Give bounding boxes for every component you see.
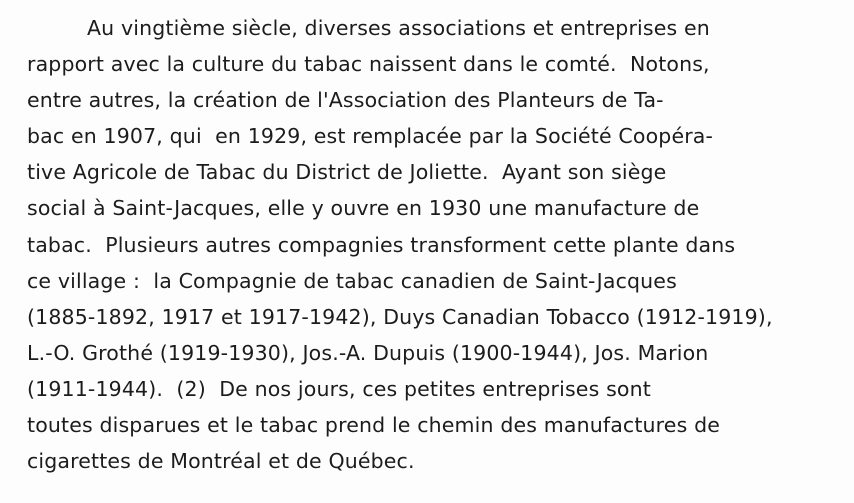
text-line: social à Saint-Jacques, elle y ouvre en 1930 une manufacture de <box>27 196 700 221</box>
text-line: (1911-1944). (2) De nos jours, ces petites entreprises sont <box>27 376 651 401</box>
text-line: (1885-1892, 1917 et 1917-1942), Duys Canadian Tobacco (1912-1919), <box>27 304 773 329</box>
text-line: Au vingtième siècle, diverses associations et entreprises en <box>87 16 710 40</box>
text-line: ce village : la Compagnie de tabac canadien de Saint-Jacques <box>27 268 677 293</box>
text-line: tive Agricole de Tabac du District de Joliette. Ayant son siège <box>27 160 667 185</box>
text-line: tabac. Plusieurs autres compagnies transforment cette plante dans <box>27 232 736 257</box>
text-line: cigarettes de Montréal et de Québec. <box>27 449 415 474</box>
text-line: bac en 1907, qui en 1929, est remplacée par la Société Coopéra- <box>27 124 714 149</box>
paragraph <box>27 10 847 479</box>
text-line: toutes disparues et le tabac prend le chemin des manufactures de <box>27 413 720 438</box>
text-line: rapport avec la culture du tabac naissent dans le comté. Notons, <box>27 52 710 77</box>
text-line: entre autres, la création de l'Association des Planteurs de Ta- <box>27 88 664 113</box>
text-line: L.-O. Grothé (1919-1930), Jos.-A. Dupuis (1900-1944), Jos. Marion <box>27 340 709 365</box>
